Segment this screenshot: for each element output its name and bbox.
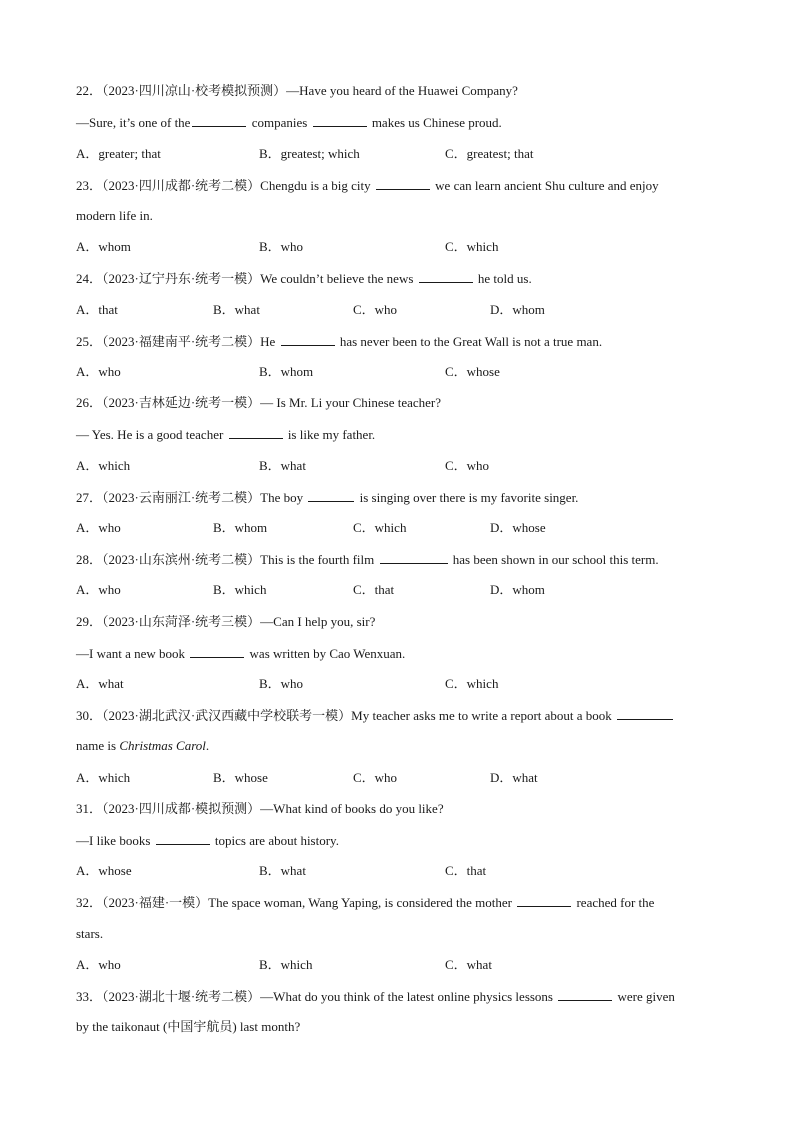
option-c: C．which (445, 239, 499, 254)
answer-blank (419, 268, 473, 283)
question-stem: — Yes. He is a good teacher (76, 427, 227, 442)
question-stem: makes us Chinese proud. (368, 115, 502, 130)
question-source: 23．（2023·四川成都·统考二模） (76, 178, 261, 193)
question-23-line-2 (76, 206, 726, 226)
question-29 (76, 612, 726, 632)
question-stem: —Sure, it’s one of the (76, 115, 191, 130)
question-28 (76, 549, 726, 569)
option-b: B．what (213, 302, 260, 317)
option-a: A．who (76, 957, 121, 972)
question-stem: companies (248, 115, 311, 130)
question-stem: We couldn’t believe the news (260, 271, 417, 286)
option-b: B．whose (213, 770, 268, 785)
option-c: C．which (353, 520, 407, 535)
option-a: A．that (76, 302, 118, 317)
question-26 (76, 393, 726, 413)
question-stem: — Is Mr. Li your Chinese teacher? (260, 395, 442, 410)
option-a: A．whom (76, 239, 131, 254)
question-28-options (76, 580, 726, 600)
question-23-options (76, 237, 726, 257)
question-stem: has never been to the Great Wall is not a true man. (336, 334, 603, 349)
option-d: D．whose (490, 520, 546, 535)
question-26-line-2 (76, 424, 726, 444)
question-24-options (76, 300, 726, 320)
question-stem: stars. (76, 926, 104, 941)
question-29-options (76, 674, 726, 694)
option-a: A．whose (76, 863, 132, 878)
question-source: 27．（2023·云南丽江·统考二模） (76, 490, 261, 505)
answer-blank (517, 892, 571, 907)
option-b: B．who (259, 676, 304, 691)
question-22-line-2 (76, 112, 726, 132)
question-stem: —I like books (76, 833, 154, 848)
question-stem: —What kind of books do you like? (260, 801, 444, 816)
option-d: D．whom (490, 302, 545, 317)
option-d: D．what (490, 770, 538, 785)
question-22 (76, 81, 726, 101)
option-b: B．whom (213, 520, 268, 535)
option-c: C．which (445, 676, 499, 691)
option-b: B．whom (259, 364, 314, 379)
question-source: 29．（2023·山东菏泽·统考三模） (76, 614, 261, 629)
question-stem: —Can I help you, sir? (260, 614, 376, 629)
option-b: B．what (259, 458, 306, 473)
option-c: C．whose (445, 364, 500, 379)
question-stem: This is the fourth film (260, 552, 378, 567)
question-source: 33．（2023·湖北十堰·统考二模） (76, 989, 261, 1004)
question-32-line-2 (76, 924, 726, 944)
question-27 (76, 487, 726, 507)
question-source: 24．（2023·辽宁丹东·统考一模） (76, 271, 261, 286)
question-23 (76, 175, 726, 195)
question-30-options (76, 768, 726, 788)
question-30-line-2 (76, 736, 726, 756)
option-a: A．who (76, 520, 121, 535)
option-b: B．which (213, 582, 267, 597)
question-32 (76, 892, 726, 912)
question-30 (76, 705, 726, 725)
option-d: D．whom (490, 582, 545, 597)
question-stem: —Have you heard of the Huawei Company? (286, 83, 518, 98)
option-c: C．who (445, 458, 490, 473)
question-source: 30．（2023·湖北武汉·武汉西藏中学校联考一模） (76, 708, 352, 723)
question-31-line-2 (76, 830, 726, 850)
question-31-options (76, 861, 726, 881)
option-b: B．greatest; which (259, 146, 360, 161)
answer-blank (617, 705, 673, 720)
question-33 (76, 986, 726, 1006)
option-a: A．who (76, 364, 121, 379)
option-c: C．that (353, 582, 395, 597)
question-source: 31．（2023·四川成都·模拟预测） (76, 801, 261, 816)
option-c: C．who (353, 302, 398, 317)
question-27-options (76, 518, 726, 538)
answer-blank (192, 112, 246, 127)
option-a: A．who (76, 582, 121, 597)
option-b: B．which (259, 957, 313, 972)
question-source: 26．（2023·吉林延边·统考一模） (76, 395, 261, 410)
question-stem: we can learn ancient Shu culture and enjoy (431, 178, 659, 193)
question-stem: The boy (260, 490, 307, 505)
option-b: B．who (259, 239, 304, 254)
option-b: B．what (259, 863, 306, 878)
question-stem: topics are about history. (211, 833, 339, 848)
question-stem: . (205, 738, 210, 753)
answer-blank (229, 424, 283, 439)
question-31 (76, 799, 726, 819)
question-stem: The space woman, Wang Yaping, is considered the mother (208, 895, 516, 910)
question-stem: has been shown in our school this term. (449, 552, 659, 567)
option-c: C．that (445, 863, 487, 878)
question-stem: He (260, 334, 279, 349)
question-29-line-2 (76, 643, 726, 663)
question-source: 28．（2023·山东滨州·统考二模） (76, 552, 261, 567)
answer-blank (380, 549, 448, 564)
question-stem: My teacher asks me to write a report about a book (351, 708, 616, 723)
answer-blank (308, 487, 354, 502)
option-a: A．which (76, 458, 131, 473)
answer-blank (558, 986, 612, 1001)
option-a: A．which (76, 770, 131, 785)
question-stem: modern life in. (76, 208, 153, 223)
answer-blank (190, 643, 244, 658)
question-stem: is singing over there is my favorite singer. (356, 490, 579, 505)
question-stem: is like my father. (284, 427, 376, 442)
question-stem: was written by Cao Wenxuan. (246, 646, 406, 661)
question-source: 32．（2023·福建·一模） (76, 895, 209, 910)
question-33-line-2 (76, 1017, 726, 1037)
option-c: C．what (445, 957, 492, 972)
answer-blank (156, 830, 210, 845)
book-title: Christmas Carol (119, 738, 206, 753)
question-22-options (76, 144, 726, 164)
question-stem: he told us. (474, 271, 532, 286)
question-stem: Chengdu is a big city (260, 178, 374, 193)
question-32-options (76, 955, 726, 975)
answer-blank (281, 331, 335, 346)
question-stem: —I want a new book (76, 646, 189, 661)
option-c: C．who (353, 770, 398, 785)
question-stem: name is (76, 738, 120, 753)
option-a: A．what (76, 676, 124, 691)
question-stem: —What do you think of the latest online physics lessons (260, 989, 557, 1004)
question-25 (76, 331, 726, 351)
question-source: 25．（2023·福建南平·统考二模） (76, 334, 261, 349)
question-24 (76, 268, 726, 288)
answer-blank (376, 175, 430, 190)
question-stem: reached for the (573, 895, 655, 910)
question-stem: by the taikonaut (中国宇航员) last month? (76, 1019, 301, 1034)
option-c: C．greatest; that (445, 146, 534, 161)
question-25-options (76, 362, 726, 382)
question-stem: were given (614, 989, 675, 1004)
question-source: 22．（2023·四川凉山·校考模拟预测） (76, 83, 287, 98)
option-a: A．greater; that (76, 146, 161, 161)
question-26-options (76, 456, 726, 476)
answer-blank (313, 112, 367, 127)
